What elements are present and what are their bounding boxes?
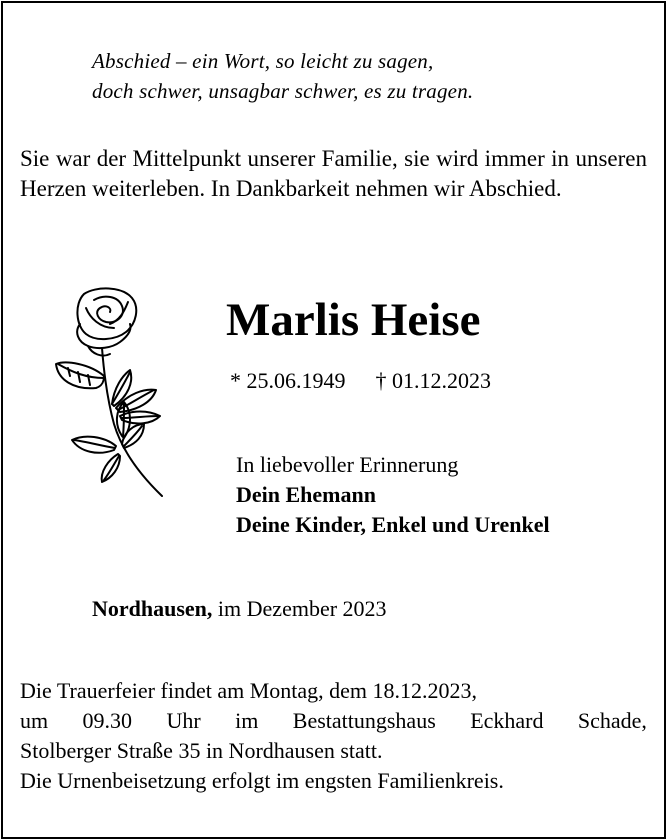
service-word: 09.30 [82,708,133,733]
service-word: Uhr [166,708,201,733]
place-date [92,594,387,624]
rose-icon [44,284,174,504]
service-line [20,706,647,736]
service-line: Stolberger Straße 35 in Nordhausen statt. [20,738,383,763]
city: Nordhausen, [92,596,213,621]
family-line: Deine Kinder, Enkel und Urenkel [236,512,550,537]
mourners [236,450,550,540]
husband-line: Dein Ehemann [236,482,376,507]
service-word: Bestattungshaus [292,708,436,733]
funeral-details [20,676,647,796]
service-line: Die Urnenbeisetzung erfolgt im engsten Familienkreis. [20,768,504,793]
birth-date: * 25.06.1949 [230,368,346,393]
service-word: im [235,708,259,733]
intro-text: Sie war der Mittelpunkt unserer Familie, sie wird immer in unseren Herzen weiterleben. In Dankbarkeit nehmen wir Abschied. [20,146,647,201]
poem-line: doch schwer, unsagbar schwer, es zu tragen. [92,79,474,103]
death-date: † 01.12.2023 [375,368,491,393]
month-year: im Dezember 2023 [217,596,387,621]
remembrance-line: In liebevoller Erinnerung [236,452,459,477]
service-word: Schade, [577,708,647,733]
deceased-name: Marlis Heise [226,294,481,346]
poem [92,46,473,106]
service-word: um [20,708,49,733]
poem-line: Abschied – ein Wort, so leicht zu sagen, [92,49,434,73]
service-line: Die Trauerfeier findet am Montag, dem 18.12.2023, [20,678,478,703]
life-dates [230,366,491,396]
service-word: Eckhard [470,708,544,733]
